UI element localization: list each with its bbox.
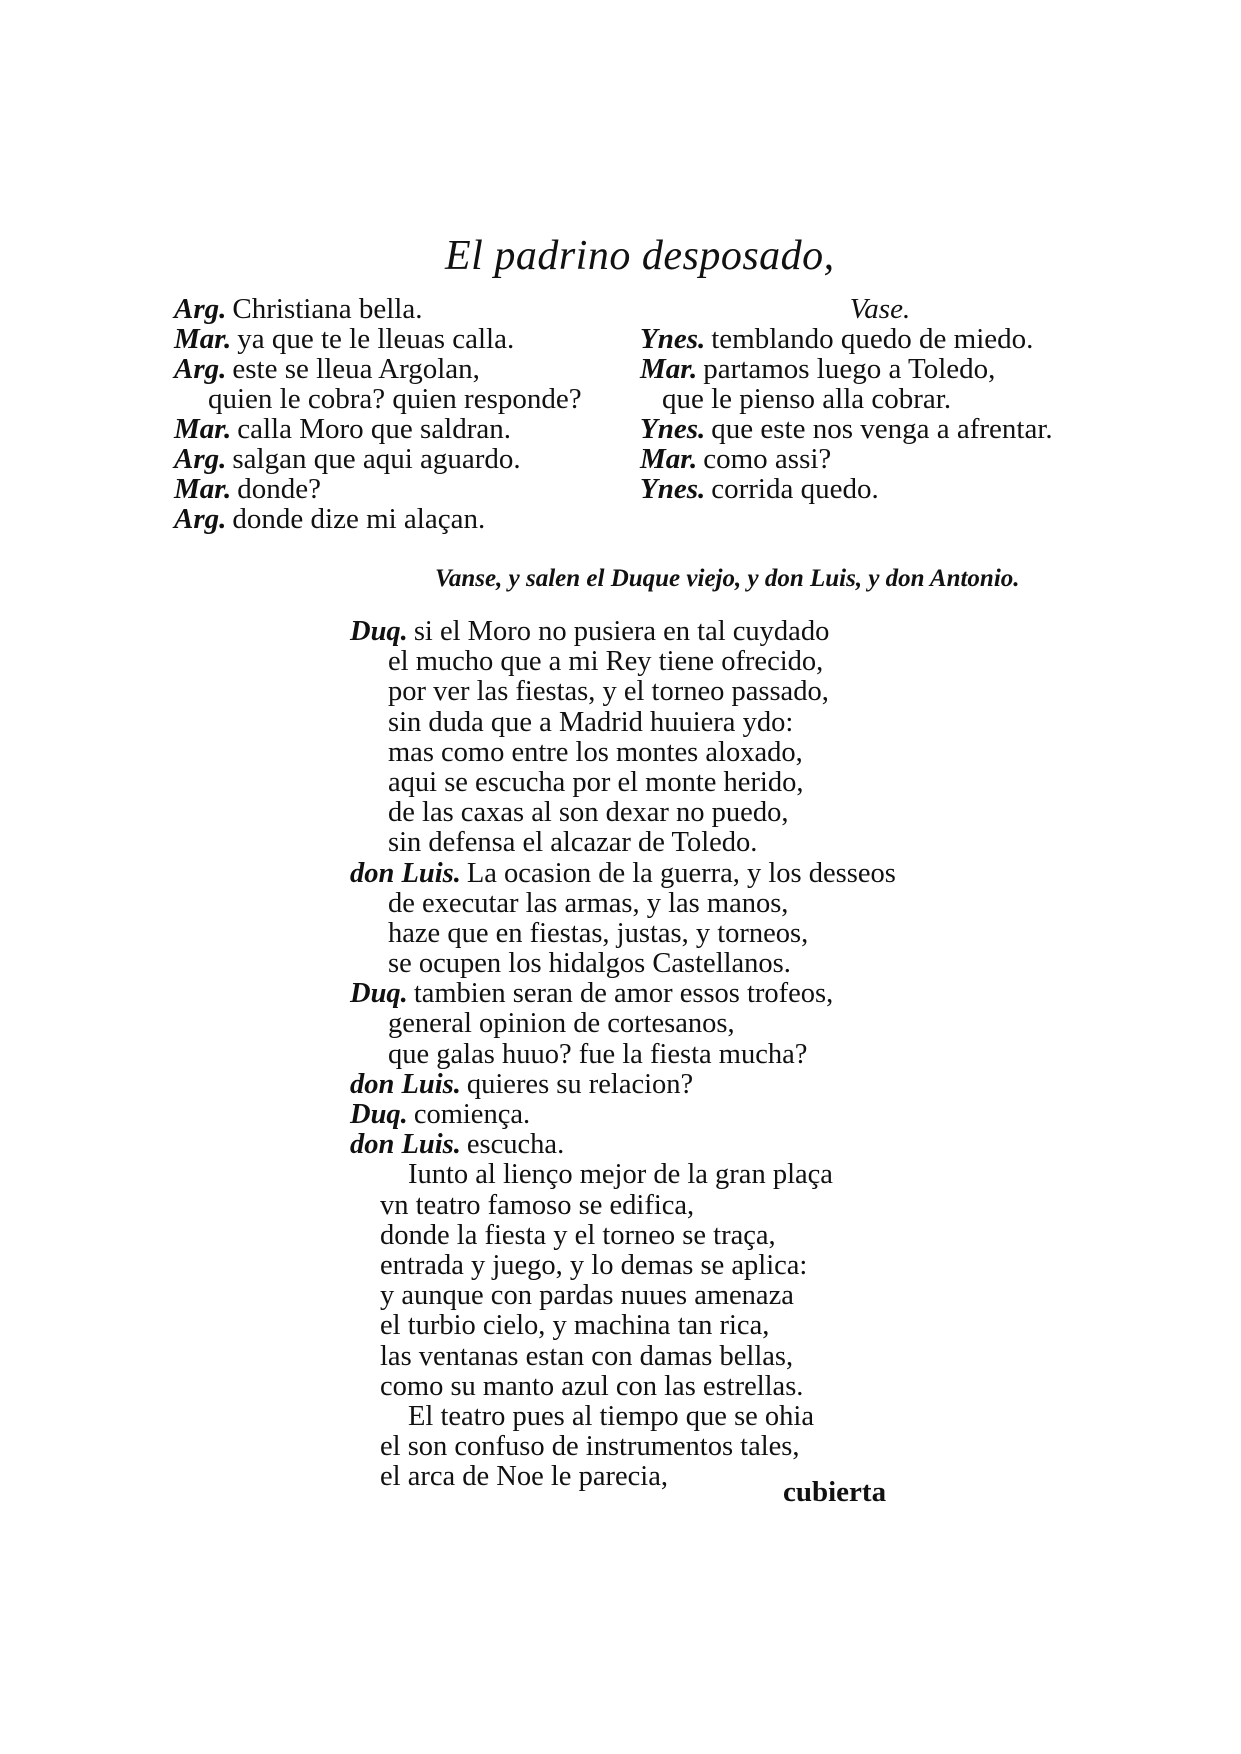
speaker-label: Arg. [174,353,227,385]
speaker-label: don Luis. [350,857,461,889]
verse-text: el arca de Noe le parecia, [380,1461,668,1493]
dialogue-line [174,294,644,324]
verse-line [350,919,950,949]
verse-text: tambien seran de amor essos trofeos, [413,978,834,1010]
running-title: El padrino desposado, [445,233,835,279]
speaker-label: Mar. [640,353,698,385]
verse-text: que le pienso alla cobrar. [662,383,952,415]
stage-direction: Vanse, y salen el Duque viejo, y don Luis, y don Antonio. [435,565,1020,592]
speaker-label: Duq. [350,1099,408,1130]
verse-text: el mucho que a mi Rey tiene ofrecido, [388,646,824,678]
verse-line [350,738,950,768]
verse-line [350,1160,950,1190]
verse-line [350,677,950,707]
stage-exit: Vase. [849,293,911,325]
verse-text: La ocasion de la guerra, y los desseos [466,857,896,889]
dialogue-line [640,474,1080,504]
verse-text: general opinion de cortesanos, [388,1008,735,1040]
dialogue-line [640,324,1080,354]
speaker-label: Mar. [640,443,698,475]
verse-line [350,1191,950,1221]
verse-text: comiença. [413,1099,531,1130]
verse-text: salgan que aqui aguardo. [232,443,521,475]
speaker-label: Arg. [174,293,227,325]
dialogue-line [174,384,644,414]
verse-text: donde? [237,473,321,505]
verse-text: donde dize mi alaçan. [232,503,486,535]
dialogue-line [174,474,644,504]
verse-line [350,979,950,1009]
verse-text: de las caxas al son dexar no puedo, [388,797,789,829]
verse-text: Christiana bella. [232,293,423,325]
verse-line [350,708,950,738]
verse-text: mas como entre los montes aloxado, [388,736,803,768]
verse-text: aqui se escucha por el monte herido, [388,766,804,798]
speaker-label: Duq. [350,616,408,647]
verse-line [350,768,950,798]
verse-text: si el Moro no pusiera en tal cuydado [413,616,830,647]
verse-text: Iunto al lienço mejor de la gran plaça [408,1159,833,1191]
speaker-label: Mar. [174,413,232,445]
dialogue-line [174,354,644,384]
verse-line [350,1040,950,1070]
verse-line [350,1432,950,1462]
verse-line [350,1130,950,1160]
verse-text: temblando quedo de miedo. [711,323,1034,355]
speaker-label: Ynes. [640,323,706,355]
verse-text: las ventanas estan con damas bellas, [380,1340,794,1372]
verse-line [350,949,950,979]
right-column-dialogue [640,294,1080,504]
verse-line [350,1342,950,1372]
verse-line [350,1402,950,1432]
speaker-label: Ynes. [640,413,706,445]
verse-line [350,1100,950,1130]
verse-line [350,1251,950,1281]
verse-text: como su manto azul con las estrellas. [380,1370,804,1402]
verse-text: que galas huuo? fue la fiesta mucha? [388,1038,808,1070]
verse-text: entrada y juego, y lo demas se aplica: [380,1249,808,1281]
verse-line [350,889,950,919]
speaker-label: Mar. [174,323,232,355]
right-column-lines [640,324,1080,504]
verse-line [350,1070,950,1100]
verse-text: corrida quedo. [711,473,879,505]
verse-line [350,617,950,647]
verse-line [350,1311,950,1341]
verse-line [350,828,950,858]
verse-text: sin defensa el alcazar de Toledo. [388,827,758,859]
verse-line [350,1281,950,1311]
verse-line [350,647,950,677]
speaker-label: Arg. [174,503,227,535]
verse-text: el son confuso de instrumentos tales, [380,1431,800,1463]
verse-text: de executar las armas, y las manos, [388,887,789,919]
verse-text: sin duda que a Madrid huuiera ydo: [388,706,794,738]
verse-line [350,1221,950,1251]
verse-text: donde la fiesta y el torneo se traça, [380,1219,776,1251]
verse-text: vn teatro famoso se edifica, [380,1189,695,1221]
verse-text: calla Moro que saldran. [237,413,512,445]
verse-text: El teatro pues al tiempo que se ohia [408,1400,814,1432]
verse-text: como assi? [703,443,832,475]
dialogue-line [174,324,644,354]
main-verse-block [350,617,950,1492]
speaker-label: Mar. [174,473,232,505]
verse-text: el turbio cielo, y machina tan rica, [380,1310,770,1342]
speaker-label: Duq. [350,978,408,1010]
dialogue-line [174,414,644,444]
verse-text: se ocupen los hidalgos Castellanos. [388,948,791,980]
speaker-label: don Luis. [350,1129,461,1161]
dialogue-line [174,504,644,534]
speaker-label: Arg. [174,443,227,475]
dialogue-line [174,444,644,474]
verse-text: ya que te le lleuas calla. [237,323,515,355]
dialogue-line [640,354,1080,384]
verse-text: partamos luego a Toledo, [703,353,996,385]
verse-line [350,798,950,828]
verse-text: y aunque con pardas nuues amenaza [380,1280,794,1312]
verse-text: escucha. [466,1129,565,1161]
left-column-dialogue [174,294,644,534]
verse-text: quien le cobra? quien responde? [208,383,582,415]
verse-text: que este nos venga a afrentar. [711,413,1053,445]
dialogue-line [640,444,1080,474]
verse-text: este se lleua Argolan, [232,353,480,385]
catchword: cubierta [783,1476,887,1508]
verse-line [350,1009,950,1039]
dialogue-line [640,384,1080,414]
speaker-label: don Luis. [350,1068,461,1100]
dialogue-line [640,414,1080,444]
verse-line [350,859,950,889]
verse-text: haze que en fiestas, justas, y torneos, [388,917,809,949]
verse-text: por ver las fiestas, y el torneo passado, [388,676,829,708]
speaker-label: Ynes. [640,473,706,505]
verse-line [350,1372,950,1402]
verse-text: quieres su relacion? [466,1068,694,1100]
